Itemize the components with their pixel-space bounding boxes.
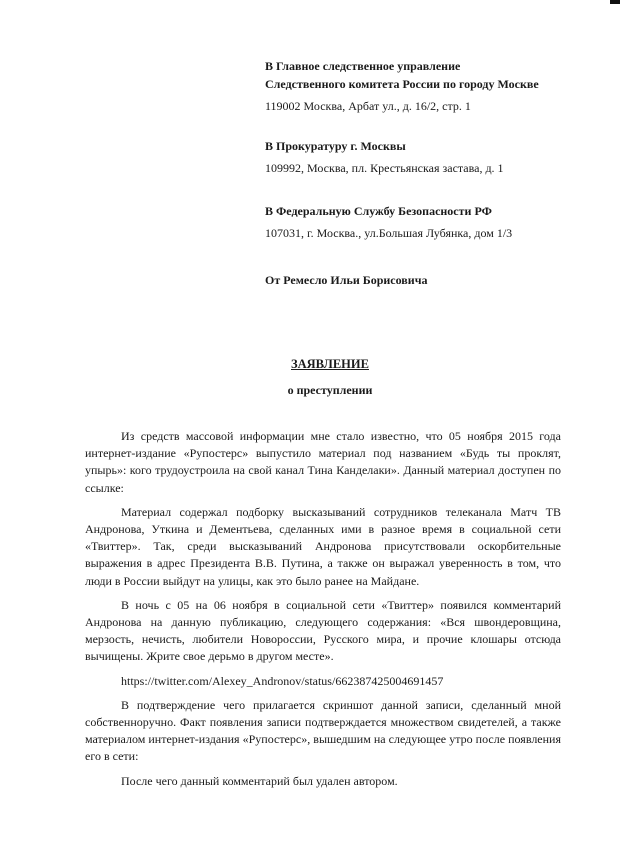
addressee-name-line: Следственного комитета России по городу Москве (265, 77, 539, 91)
addressee-fsb (265, 202, 512, 242)
addressee-name-line: В Главное следственное управление (265, 59, 461, 73)
scan-corner-mark (610, 0, 620, 4)
sender-name: От Ремесло Ильи Борисовича (265, 273, 428, 287)
body-paragraph: После чего данный комментарий был удален автором. (121, 773, 398, 788)
addressee-address: 119002 Москва, Арбат ул., д. 16/2, стр. 1 (265, 99, 471, 113)
twitter-link: https://twitter.com/Alexey_Andronov/status/662387425004691457 (121, 673, 444, 688)
body-paragraph: В подтверждение чего прилагается скриншот данной записи, сделанный мной собственноручно. Факт появления записи подтверждается множеством свидетелей, а также материалом интернет-издания «Рупостерс», вышедшим на следующее утро после появления его в сети: (85, 697, 561, 764)
addressee-prosecutor-office (265, 137, 504, 177)
addressee-name-line: В Прокуратуру г. Москвы (265, 139, 406, 153)
addressee-address: 107031, г. Москва., ул.Большая Лубянка, дом 1/3 (265, 226, 513, 240)
body-paragraph: В ночь с 05 на 06 ноября в социальной сети «Твиттер» появился комментарий Андронова на данную публикацию, следующего содержания: «Вся швондеровщина, мерзость, нечисть, любители Новороссии, Русского мира, и прочие клошары отсюда вычищены. Жрите свое дерьмо в другом месте». (85, 597, 561, 664)
document-subtitle: о преступлении (287, 383, 373, 397)
statement-body (85, 428, 561, 797)
addressee-name-line: В Федеральную Службу Безопасности РФ (265, 204, 492, 218)
sender-block (265, 271, 427, 289)
body-paragraph: Из средств массовой информации мне стало известно, что 05 ноября 2015 года интернет-издание «Рупостерс» выпустило материал под названием «Будь ты проклят, упырь»: кого трудоустроила на свой канал Тина Канделаки». Данный материал доступен по ссылке: (85, 429, 561, 495)
body-paragraph: Материал содержал подборку высказываний сотрудников телеканала Матч ТВ Андронова, Уткина и Дементьева, сделанных ими в разное время в социальной сети «Твиттер». Так, среди высказываний Андронова присутствовали оскорбительные выражения в адрес Президента В.В. Путина, а также он выражал уверенность в том, что люди в России выйдут на улицы, как это было ранее на Майдане. (85, 504, 561, 588)
addressee-investigative-committee (265, 57, 539, 115)
document-title: ЗАЯВЛЕНИЕ (291, 357, 369, 371)
addressee-address: 109992, Москва, пл. Крестьянская застава, д. 1 (265, 161, 504, 175)
